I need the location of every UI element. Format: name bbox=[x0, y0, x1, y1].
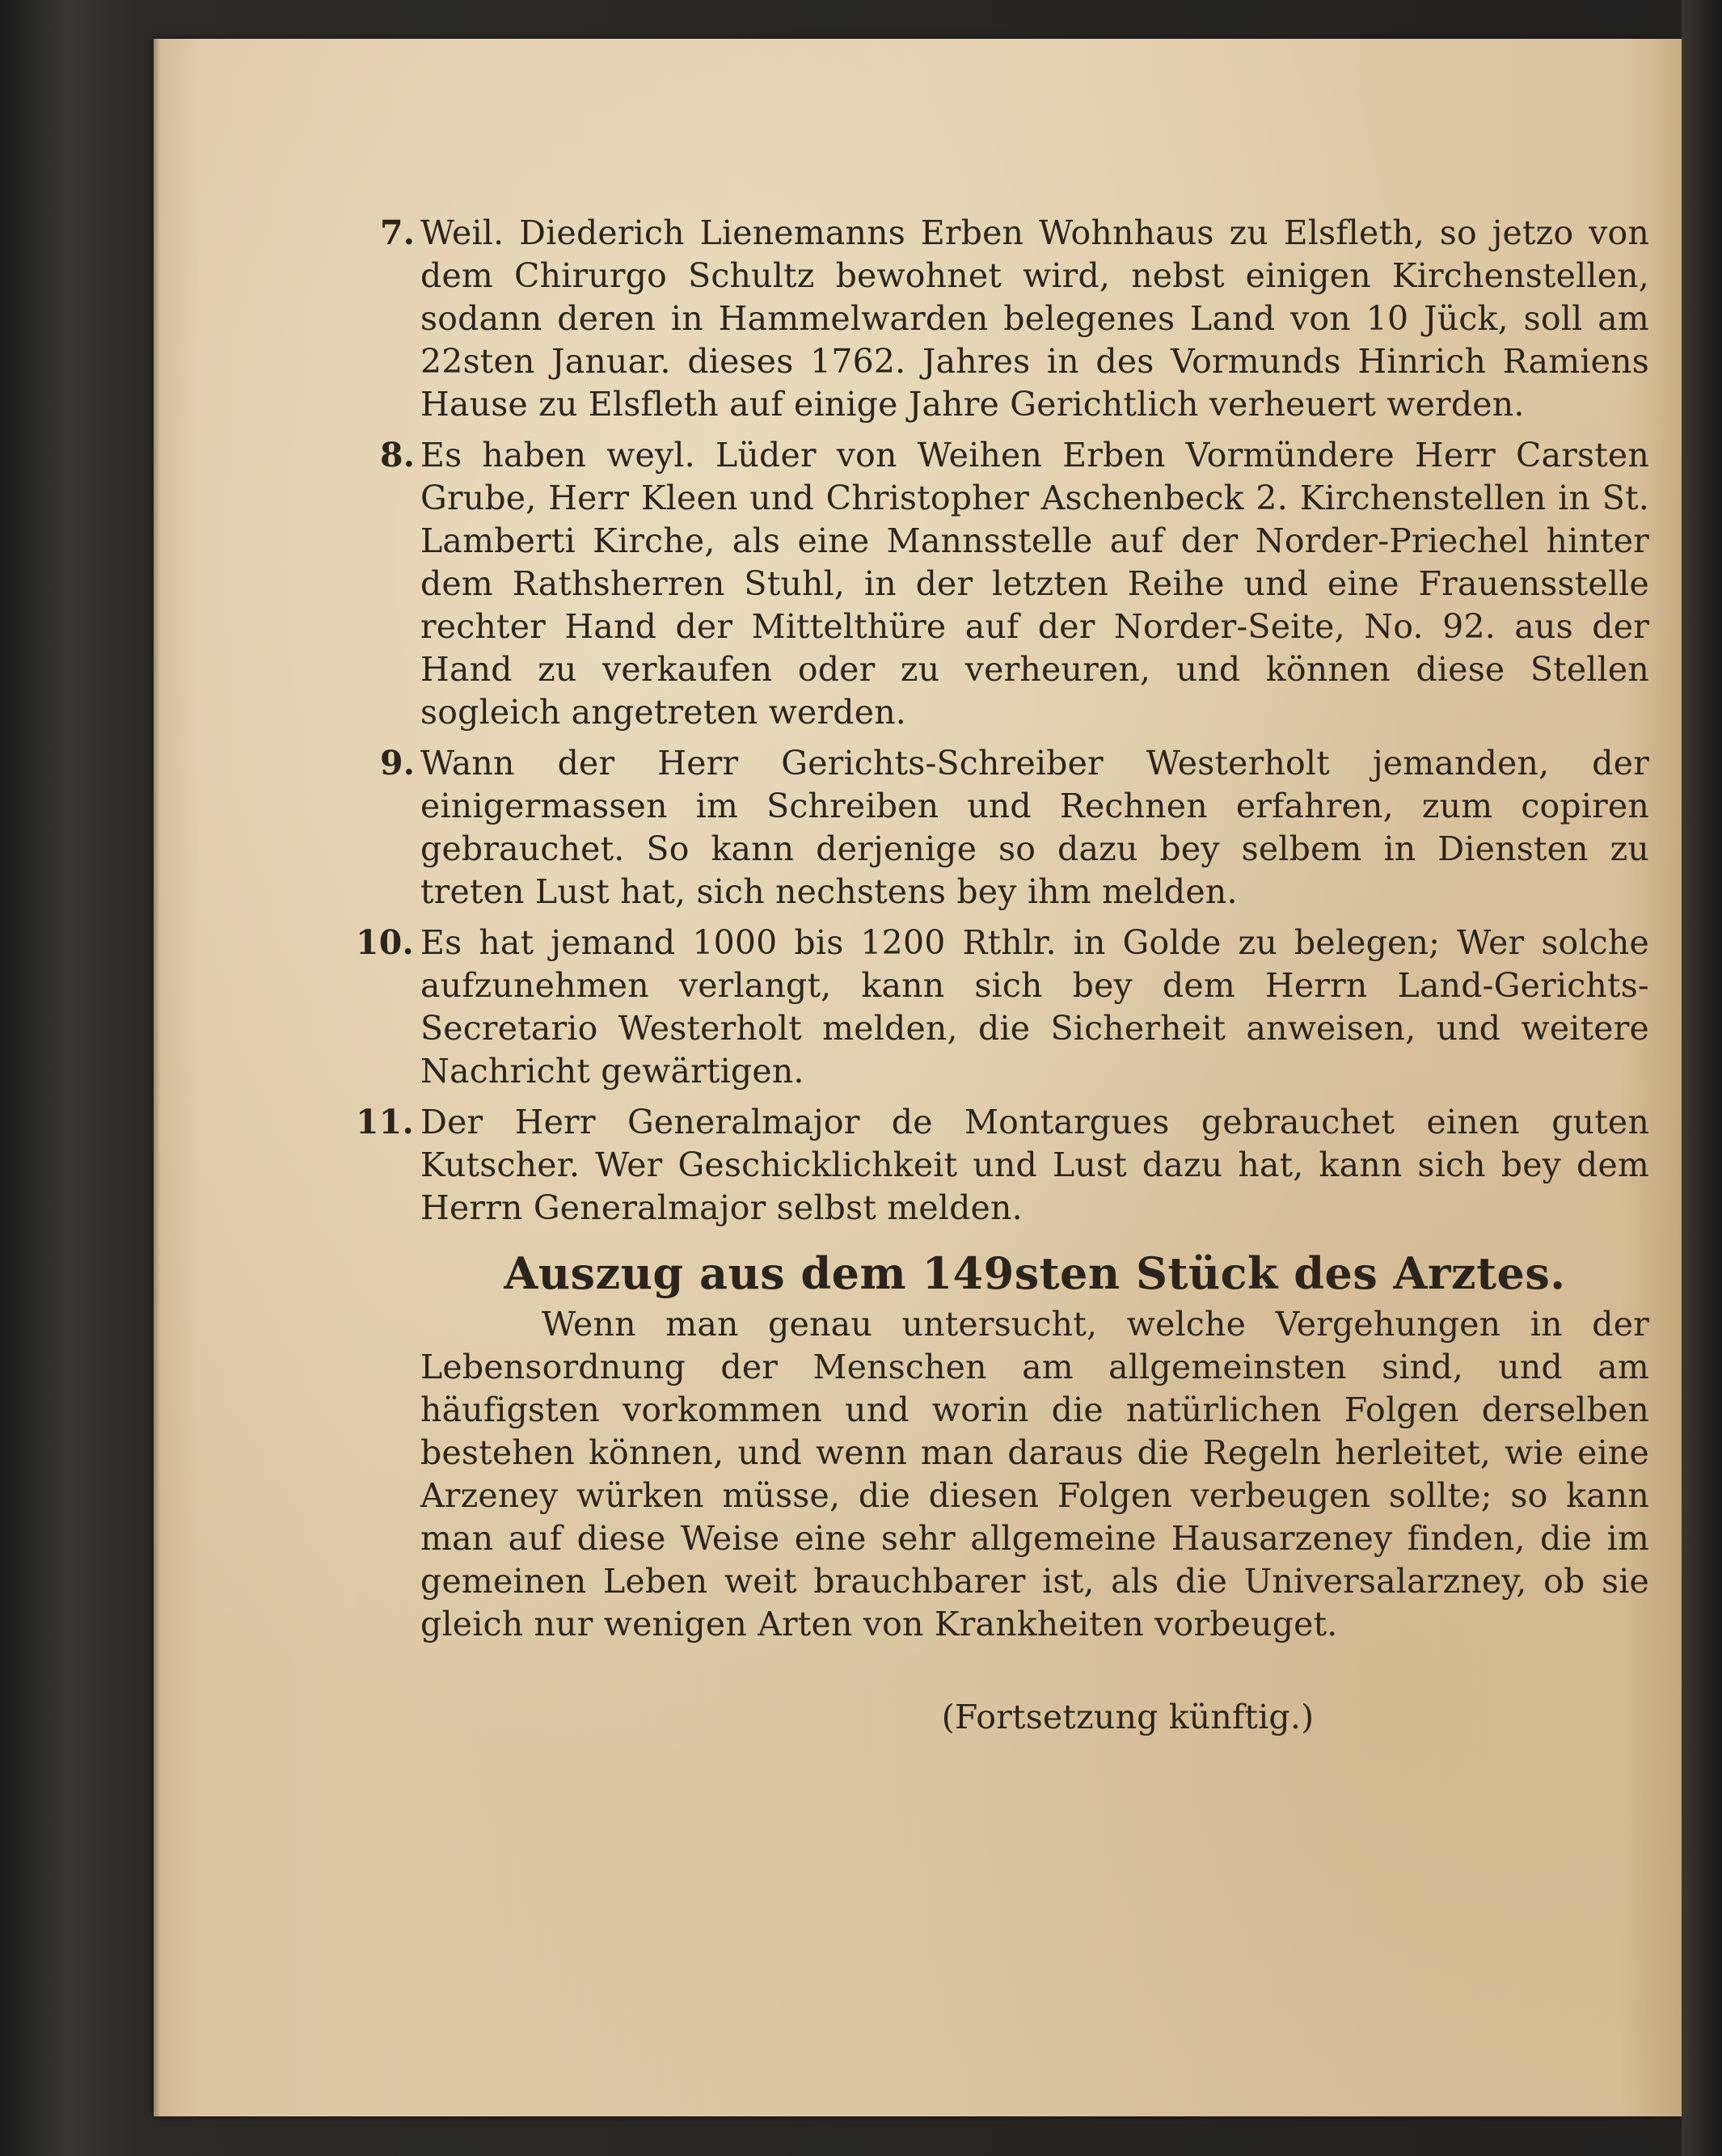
notice-entry-9 bbox=[380, 742, 1649, 913]
notice-entry-8 bbox=[380, 434, 1649, 734]
entry-number: 7. bbox=[380, 213, 416, 252]
entry-text: Weil. Diederich Lienemanns Erben Wohnhaus zu Elsfleth, so jetzo von dem Chirurgo Schultz bewohnet wird, nebst einigen Kirchenstellen, sodann deren in Hammelwarden belegenes Land von 10 Jück, soll am 22sten Januar. dieses 1762. Jahres in des Vormunds Hinrich Ramiens Hause zu Elsfleth auf einige Jahre Gerichtlich verheuert werden. bbox=[420, 213, 1649, 424]
article-paragraph: Wenn man genau untersucht, welche Vergehungen in der Lebensordnung der Menschen am allgemeinsten sind, und am häufigsten vorkommen und worin die natürlichen Folgen derselben bestehen können, und wenn man daraus die Regeln herleitet, wie eine Arzeney würken müsse, die diesen Folgen verbeugen sollte; so kann man auf diese Weise eine sehr allgemeine Hausarzeney finden, die im gemeinen Leben weit brauchbarer ist, als die Universalarzney, ob sie gleich nur wenigen Arten von Krankheiten vorbeuget. bbox=[420, 1305, 1649, 1643]
continued-note: (Fortsetzung künftig.) bbox=[941, 1698, 1315, 1736]
entry-text: Wann der Herr Gerichts-Schreiber Westerholt jemanden, der einigermassen im Schreiben und Rechnen erfahren, zum copiren gebrauchet. So kann derjenige so dazu bey selbem in Diensten zu treten Lust hat, sich nechstens bey ihm melden. bbox=[420, 744, 1649, 911]
entry-number: 9. bbox=[380, 744, 416, 783]
notice-entry-10 bbox=[356, 922, 1649, 1093]
section-heading: Auszug aus dem 149sten Stück des Arztes. bbox=[504, 1247, 1566, 1299]
page-text bbox=[356, 212, 1649, 1739]
page-gutter bbox=[154, 39, 160, 2116]
notice-entry-7 bbox=[380, 212, 1649, 426]
adjacent-page-edge bbox=[1682, 0, 1722, 2156]
entry-text: Es hat jemand 1000 bis 1200 Rthlr. in Golde zu belegen; Wer solche aufzunehmen verlangt, kann sich bey dem Herrn Land-Gerichts-Secretario Westerholt melden, die Sicherheit anweisen, und weitere Nachricht gewärtigen. bbox=[420, 923, 1649, 1091]
entry-number: 11. bbox=[356, 1103, 414, 1141]
entry-number: 8. bbox=[380, 436, 416, 475]
entry-text: Der Herr Generalmajor de Montargues gebrauchet einen guten Kutscher. Wer Geschicklichkeit und Lust dazu hat, kann sich bey dem Herrn Generalmajor selbst melden. bbox=[420, 1103, 1649, 1227]
entry-text: Es haben weyl. Lüder von Weihen Erben Vormündere Herr Carsten Grube, Herr Kleen und Christopher Aschenbeck 2. Kirchenstellen in St. Lamberti Kirche, als eine Mannsstelle auf der Norder-Priechel hinter dem Rathsherren Stuhl, in der letzten Reihe und eine Frauensstelle rechter Hand der Mittelthüre auf der Norder-Seite, No. 92. aus der Hand zu verkaufen oder zu verheuren, und können diese Stellen sogleich angetreten werden. bbox=[420, 436, 1649, 732]
entry-number: 10. bbox=[356, 923, 414, 962]
notice-entry-11 bbox=[356, 1101, 1649, 1230]
